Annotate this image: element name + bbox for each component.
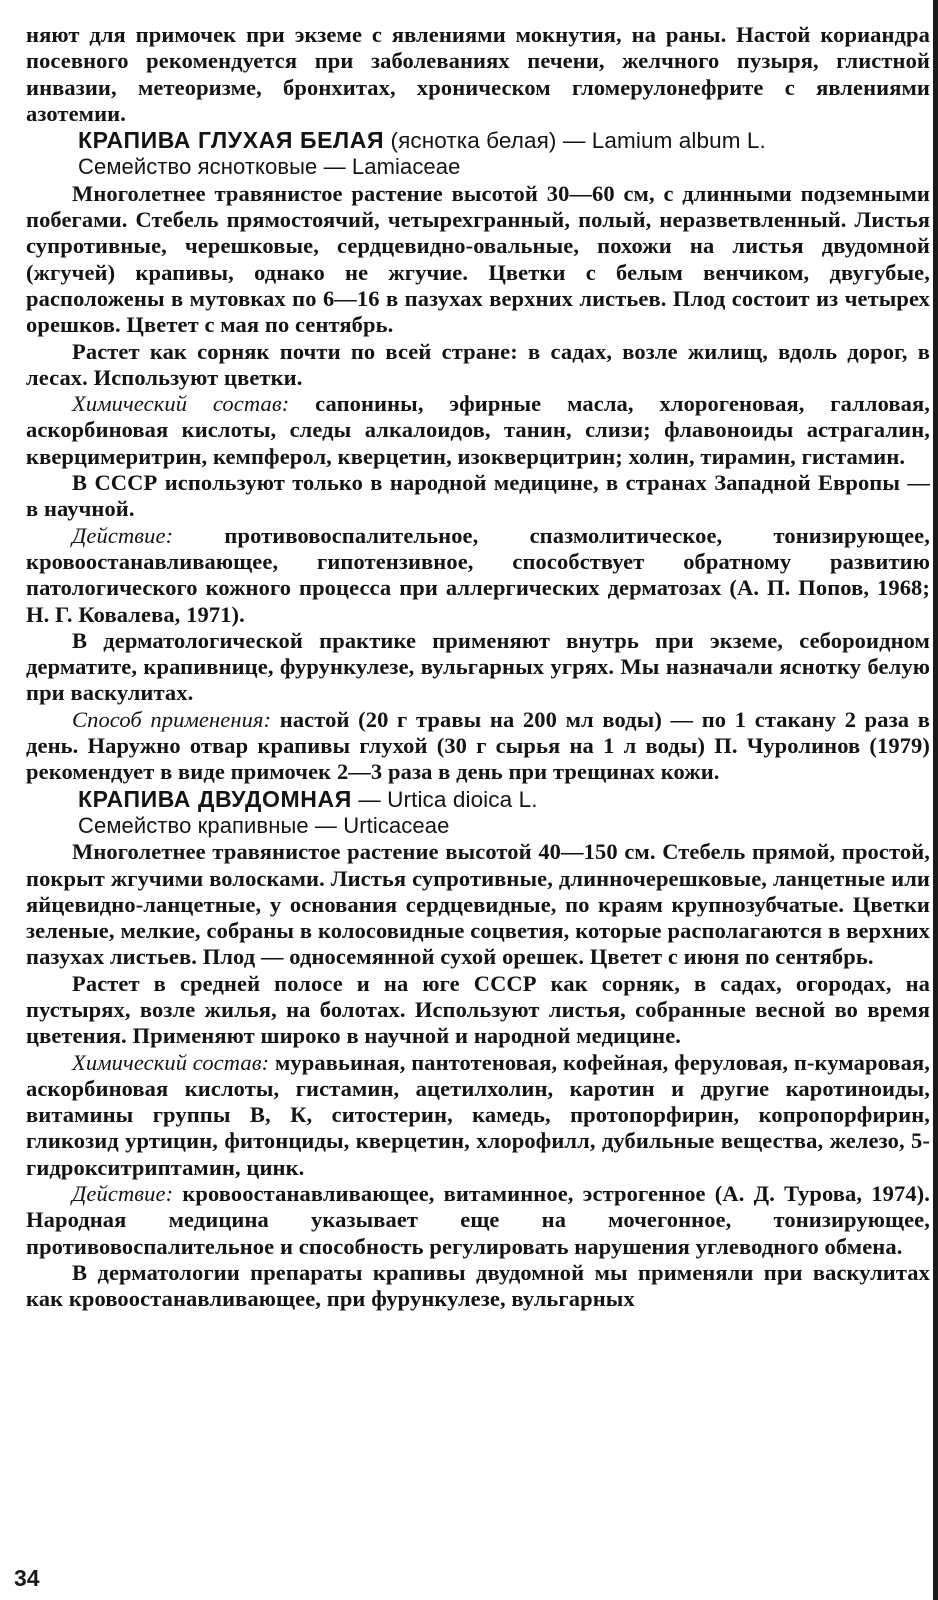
entry-latin-name-urtica: — Urtica dioica L. — [351, 786, 538, 812]
label-action: Действие: — [72, 522, 174, 548]
paragraph-habitat-urtica: Растет в средней полосе и на юге СССР как сорняк, в садах, огородах, на пустырях, возле жилья, на болотах. Используют листья, собранные весной во время цветения. Применяют широко в научной и народной медицине. — [26, 970, 930, 1049]
family-line-lamium: Семейство яснотковые — Lamiaceae — [78, 154, 461, 180]
page-edge-shadow — [933, 0, 938, 1600]
paragraph-method-lamium — [26, 707, 930, 786]
body-text — [26, 22, 930, 1313]
text-method: настой (20 г травы на 200 мл воды) — по 1 стакану 2 раза в день. Наружно отвар крапивы глухой (30 г сырья на 1 л воды) П. Чуролинов (1979) рекомендует в виде примочек 2—3 раза в день при трещинах кожи. — [26, 706, 930, 785]
paragraph-description-urtica: Многолетнее травянистое растение высотой 40—150 см. Стебель прямой, простой, покрыт жгучими волосками. Листья супротивные, длинночерешковые, ланцетные или яйцевидно-ланцетные, у основания сердцевидные, по краям крупнозубчатые. Цветки зеленые, мелкие, собраны в колосовидные соцветия, которые располагаются в верхних пазухах листьев. Плод — односемянной сухой орешек. Цветет с июня по сентябрь. — [26, 839, 930, 970]
family-line-urtica: Семейство крапивные — Urticaceae — [78, 812, 450, 838]
paragraph-habitat-lamium: Растет как сорняк почти по всей стране: в садах, возле жилищ, вдоль дорог, в лесах. Используют цветки. — [26, 338, 930, 390]
paragraph-chemistry-urtica — [26, 1050, 930, 1181]
entry-title-urtica: КРАПИВА ДВУДОМНАЯ — [78, 785, 352, 812]
entry-heading-urtica — [26, 786, 930, 813]
text-action: противовоспалительное, спазмолитическое, тонизирующее, кровоостанавливающее, гипотензивное, способствует обратному развитию патологического кожного процесса при аллергических дерматозах (А. П. Попов, 1968; Н. Г. Ковалева, 1971). — [26, 522, 930, 627]
label-chemistry: Химический состав: — [72, 1049, 270, 1075]
paragraph-dermatology-urtica: В дерматологии препараты крапивы двудомной мы применяли при васкулитах как кровоостанавливающее, при фурункулезе, вульгарных — [26, 1259, 930, 1312]
paragraph-dermatology-lamium: В дерматологической практике применяют внутрь при экземе, себороидном дерматите, крапивнице, фурункулезе, вульгарных угрях. Мы назначали яснотку белую при васкулитах. — [26, 627, 930, 706]
entry-heading-lamium — [26, 127, 930, 154]
label-chemistry: Химический состав: — [72, 391, 290, 417]
label-action: Действие: — [72, 1181, 174, 1207]
text-chemistry: сапонины, эфирные масла, хлорогеновая, галловая, аскорбиновая кислоты, следы алкалоидов, танин, слизи; флавоноиды астрагалин, кверцимеритрин, кемпферол, кверцетин, изокверцитрин; холин, тирамин, гистамин. — [26, 391, 930, 469]
label-method: Способ применения: — [72, 706, 272, 732]
paragraph-usage-region-lamium: В СССР используют только в народной медицине, в странах Западной Европы — в научной. — [26, 470, 930, 522]
entry-latin-name-lamium: (яснотка белая) — Lamium album L. — [384, 128, 766, 154]
paragraph-description-lamium: Многолетнее травянистое растение высотой 30—60 см, с длинными подземными побегами. Стебель прямостоячий, четырехгранный, полый, неразветвленный. Листья супротивные, черешковые, сердцевидно-овальные, похожи на листья двудомной (жгучей) крапивы, однако не жгучие. Цветки с белым венчиком, двугубые, расположены в мутовках по 6—16 в пазухах верхних листьев. Плод состоит из четырех орешков. Цветет с мая по сентябрь. — [26, 180, 930, 338]
paragraph-continuation: няют для примочек при экземе с явлениями мокнутия, на раны. Настой кориандра посевного рекомендуется при заболеваниях печени, желчного пузыря, глистной инвазии, метеоризме, бронхитах, хроническом гломерулонефрите с явлениями азотемии. — [26, 22, 930, 126]
paragraph-action-lamium — [26, 523, 930, 628]
text-chemistry: муравьиная, пантотеновая, кофейная, феруловая, п-кумаровая, аскорбиновая кислоты, гистамин, ацетилхолин, каротин и другие каротиноиды, витамины группы В, К, ситостерин, камедь, протопорфирин, копропорфирин, гликозид уртицин, фитонциды, кверцетин, хлорофилл, дубильные вещества, железо, 5-гидрокситриптамин, цинк. — [26, 1049, 930, 1180]
paragraph-action-urtica — [26, 1181, 930, 1260]
entry-title-lamium: КРАПИВА ГЛУХАЯ БЕЛАЯ — [78, 127, 385, 154]
text-action: кровоостанавливающее, витаминное, эстрогенное (А. Д. Турова, 1974). Народная медицина указывает еще на мочегонное, тонизирующее, противовоспалительное и способность регулировать нарушения углеводного обмена. — [26, 1181, 930, 1259]
paragraph-chemistry-lamium — [26, 391, 930, 470]
page-number: 34 — [14, 1565, 40, 1591]
